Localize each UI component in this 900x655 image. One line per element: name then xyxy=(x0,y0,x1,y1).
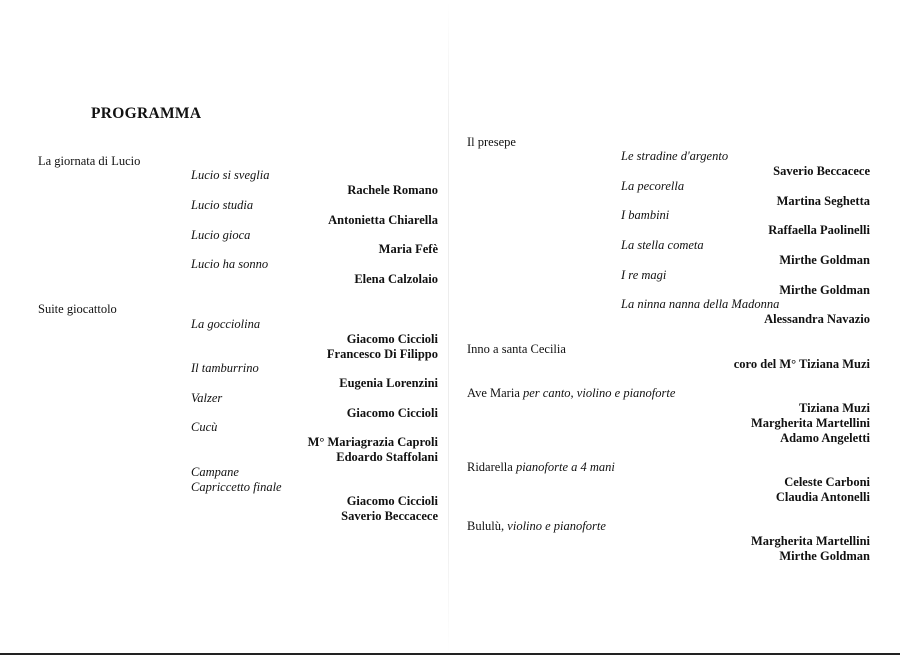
piece-title: La ninna nanna della Madonna xyxy=(621,297,780,311)
page-fold xyxy=(448,0,449,655)
performer-name: Saverio Beccacece xyxy=(341,509,438,523)
piece-title: I re magi xyxy=(621,268,667,282)
piece-title: La pecorella xyxy=(621,179,685,193)
performer-name: Claudia Antonelli xyxy=(775,490,870,504)
performer-name: Adamo Angeletti xyxy=(780,431,870,445)
performer-name: Francesco Di Filippo xyxy=(326,347,438,361)
program-title: PROGRAMMA xyxy=(91,105,202,122)
performer-name: Celeste Carboni xyxy=(784,475,870,489)
performer-name: Mirthe Goldman xyxy=(779,549,870,563)
performer-name: Giacomo Ciccioli xyxy=(346,332,438,346)
section-name: Bululù, xyxy=(467,519,505,533)
performer-name: Raffaella Paolinelli xyxy=(768,223,870,237)
performer-name: Alessandra Navazio xyxy=(764,312,870,326)
performer-name: Mirthe Goldman xyxy=(779,283,870,297)
performer-name: Giacomo Ciccioli xyxy=(346,406,438,420)
piece-title: Valzer xyxy=(191,391,223,405)
piece-title: La stella cometa xyxy=(621,238,704,252)
performer-name: Margherita Martellini xyxy=(750,416,870,430)
performer-name: Eugenia Lorenzini xyxy=(339,376,438,390)
performer-name: Elena Calzolaio xyxy=(354,272,438,286)
performer-name: Saverio Beccacece xyxy=(773,164,870,178)
section-name: Ridarella xyxy=(467,460,513,474)
piece-title: I bambini xyxy=(621,208,670,222)
performer-name: coro del M° Tiziana Muzi xyxy=(733,357,870,371)
performer-name: Antonietta Chiarella xyxy=(328,213,438,227)
piece-title: Lucio si sveglia xyxy=(191,168,270,182)
piece-title: Le stradine d'argento xyxy=(621,149,729,163)
performer-name: Mirthe Goldman xyxy=(779,253,870,267)
section-subtitle: violino e pianoforte xyxy=(507,519,606,533)
performer-name: Rachele Romano xyxy=(347,183,438,197)
section-title-presepe: Il presepe xyxy=(467,135,516,149)
performer-name: Martina Seghetta xyxy=(776,194,870,208)
section-title-giornata: La giornata di Lucio xyxy=(38,154,141,168)
piece-title: Cucù xyxy=(191,420,218,434)
performer-name: Tiziana Muzi xyxy=(799,401,870,415)
piece-title: Lucio gioca xyxy=(191,228,251,242)
piece-title: Lucio ha sonno xyxy=(191,257,269,271)
section-subtitle: pianoforte a 4 mani xyxy=(515,460,615,474)
section-title-bululu xyxy=(467,519,606,534)
section-title-inno: Inno a santa Cecilia xyxy=(467,342,566,356)
performer-name: Maria Fefè xyxy=(378,242,438,256)
piece-title: Campane xyxy=(191,465,239,479)
section-title-ridarella xyxy=(467,460,615,475)
piece-title: Capriccetto finale xyxy=(191,480,282,494)
section-name: Ave Maria xyxy=(467,386,520,400)
performer-name: M° Mariagrazia Caproli xyxy=(307,435,438,449)
performer-name: Edoardo Staffolani xyxy=(336,450,438,464)
piece-title: Il tamburrino xyxy=(191,361,259,375)
section-title-ave-maria xyxy=(467,386,675,401)
piece-title: La gocciolina xyxy=(191,317,261,331)
section-title-suite: Suite giocattolo xyxy=(38,302,117,316)
performer-name: Giacomo Ciccioli xyxy=(346,494,438,508)
section-subtitle: per canto, violino e pianoforte xyxy=(523,386,676,400)
performer-name: Margherita Martellini xyxy=(750,534,870,548)
piece-title: Lucio studia xyxy=(191,198,254,212)
